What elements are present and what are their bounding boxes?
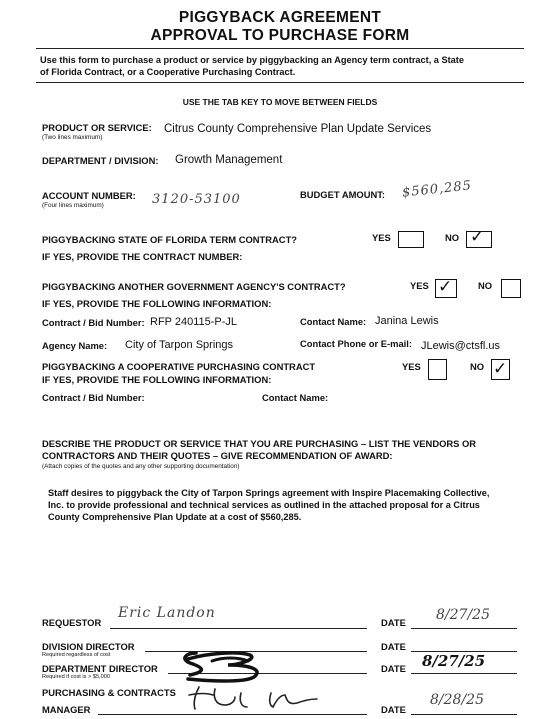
purchasing-label-line1: PURCHASING & CONTRACTS — [42, 687, 176, 698]
requestor-label: REQUESTOR — [42, 617, 102, 628]
agency-contact-field[interactable]: Janina Lewis — [375, 315, 439, 327]
agency-bid-field[interactable]: RFP 240115-P-JL — [150, 316, 238, 328]
agency-bid-label: Contract / Bid Number: — [42, 317, 145, 328]
account-label: ACCOUNT NUMBER: — [42, 190, 136, 201]
describe-line1: DESCRIBE THE PRODUCT OR SERVICE THAT YOU ARE PURCHASING – LIST THE VENDORS OR — [42, 438, 477, 449]
agency-contract-followup: IF YES, PROVIDE THE FOLLOWING INFORMATION: — [42, 298, 272, 309]
agency-name-label: Agency Name: — [42, 340, 108, 351]
state-yes-label: YES — [372, 232, 391, 243]
department-label: DEPARTMENT / DIVISION: — [42, 155, 159, 166]
division-date-label: DATE — [381, 641, 406, 652]
purchasing-label-line2: MANAGER — [42, 704, 91, 715]
department-date-label: DATE — [381, 663, 406, 674]
purchasing-manager-signature[interactable] — [185, 681, 330, 713]
department-field[interactable]: Growth Management — [175, 154, 283, 166]
department-director-note: Required if cost is > $5,000 — [42, 674, 110, 680]
department-date[interactable]: 8/27/25 — [422, 652, 486, 670]
account-field[interactable]: 3120-53100 — [152, 192, 241, 207]
coop-yes-label: YES — [402, 361, 421, 372]
requestor-date[interactable]: 8/27/25 — [436, 607, 490, 623]
budget-label: BUDGET AMOUNT: — [300, 189, 386, 200]
product-label: PRODUCT OR SERVICE: — [42, 122, 152, 133]
coop-contact-label: Contact Name: — [262, 392, 329, 403]
description-line3[interactable]: County Comprehensive Plan Update at a cost of $560,285. — [48, 512, 302, 522]
agency-no-label: NO — [478, 280, 493, 291]
agency-phone-label: Contact Phone or E-mail: — [300, 338, 412, 349]
description-line1[interactable]: Staff desires to piggyback the City of Tarpon Springs agreement with Inspire Placemaking Collective, — [48, 488, 490, 498]
agency-contact-label: Contact Name: — [300, 316, 367, 327]
tab-key-note: USE THE TAB KEY TO MOVE BETWEEN FIELDS — [182, 97, 378, 107]
state-contract-followup: IF YES, PROVIDE THE CONTRACT NUMBER: — [42, 251, 243, 262]
agency-no-checkbox[interactable] — [501, 279, 521, 298]
division-director-note: Required regardless of cost — [42, 652, 111, 658]
state-yes-checkbox[interactable] — [398, 231, 424, 248]
description-line2[interactable]: Inc. to provide professional and technical services as outlined in the attached proposal for a Citrus — [48, 500, 480, 510]
product-sublabel: (Two lines maximum) — [42, 134, 103, 141]
agency-contract-question: PIGGYBACKING ANOTHER GOVERNMENT AGENCY'S CONTRACT? — [42, 281, 346, 292]
requestor-signature[interactable]: Eric Landon — [118, 605, 216, 621]
coop-no-label: NO — [470, 361, 485, 372]
department-date-line — [411, 673, 517, 674]
purchasing-signature-line — [98, 714, 367, 715]
check-icon: ✓ — [438, 277, 453, 297]
describe-note: (Attach copies of the quotes and any other supporting documentation) — [42, 463, 240, 470]
requestor-date-line — [411, 628, 517, 629]
purchasing-date-line — [411, 714, 517, 715]
agency-yes-label: YES — [410, 280, 429, 291]
agency-name-field[interactable]: City of Tarpon Springs — [125, 339, 234, 351]
check-icon: ✓ — [493, 359, 508, 379]
describe-line2: CONTRACTORS AND THEIR QUOTES – GIVE RECOMMENDATION OF AWARD: — [42, 450, 393, 461]
account-sublabel: (Four lines maximum) — [42, 202, 104, 209]
department-director-label: DEPARTMENT DIRECTOR — [42, 663, 158, 674]
check-icon: ✓ — [470, 227, 485, 247]
intro-divider — [36, 82, 524, 83]
coop-yes-checkbox[interactable] — [428, 359, 447, 380]
budget-field[interactable]: $560,285 — [401, 178, 473, 201]
intro-line1: Use this form to purchase a product or service by piggybacking an Agency term contract, a State — [40, 55, 464, 65]
state-no-label: NO — [445, 232, 460, 243]
form-title-line1: PIGGYBACK AGREEMENT — [178, 9, 382, 26]
agency-phone-field[interactable]: JLewis@ctsfl.us — [421, 340, 501, 352]
intro-line2: of Florida Contract, or a Cooperative Purchasing Contract. — [40, 67, 296, 77]
division-director-label: DIVISION DIRECTOR — [42, 641, 135, 652]
requestor-signature-line — [110, 628, 367, 629]
purchasing-date-label: DATE — [381, 704, 406, 715]
purchasing-date[interactable]: 8/28/25 — [430, 692, 484, 708]
department-director-signature[interactable] — [168, 649, 278, 683]
coop-contract-question: PIGGYBACKING A COOPERATIVE PURCHASING CONTRACT — [42, 361, 316, 372]
form-title-line2: APPROVAL TO PURCHASE FORM — [150, 27, 410, 44]
coop-contract-followup: IF YES, PROVIDE THE FOLLOWING INFORMATION: — [42, 374, 272, 385]
requestor-date-label: DATE — [381, 617, 406, 628]
product-field[interactable]: Citrus County Comprehensive Plan Update Services — [164, 123, 432, 135]
state-contract-question: PIGGYBACKING STATE OF FLORIDA TERM CONTRACT? — [42, 234, 298, 245]
coop-bid-label: Contract / Bid Number: — [42, 392, 145, 403]
title-divider — [36, 48, 524, 49]
